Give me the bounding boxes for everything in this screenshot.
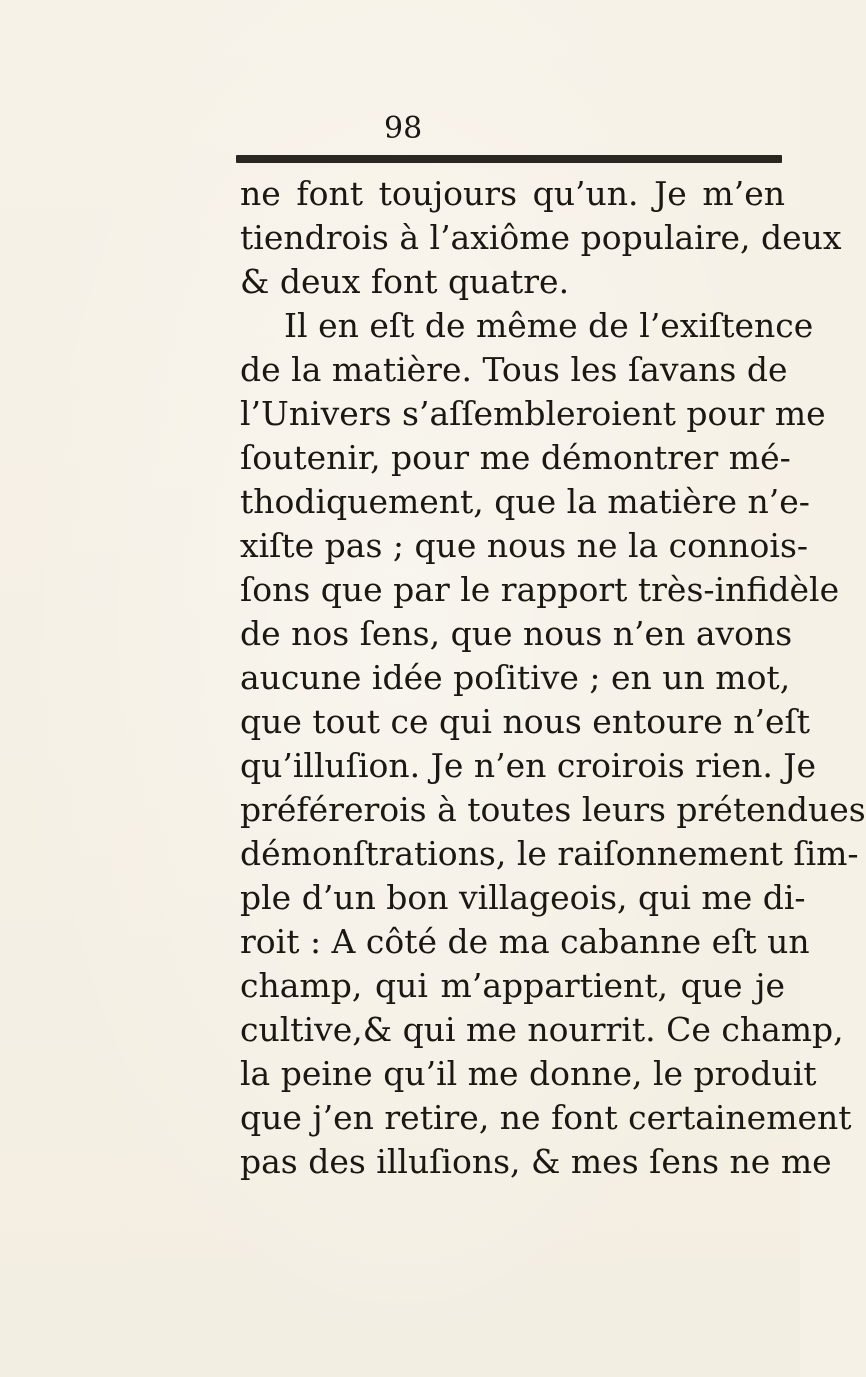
page-number: 98	[384, 111, 423, 146]
text-line: roit : A côté de ma cabanne eſt un	[240, 922, 810, 961]
text-line: que j’en retire, ne font certainement	[240, 1098, 852, 1137]
text-line: ſons que par le rapport très-infidèle	[240, 570, 840, 609]
text-line: démonſtrations, le raiſonnement ſim-	[240, 834, 859, 873]
text-line: la peine qu’il me donne, le produit	[240, 1054, 817, 1093]
header-rule	[236, 155, 782, 163]
body-text	[240, 172, 866, 1184]
text-line: & deux font quatre.	[240, 262, 570, 301]
text-line: que tout ce qui nous entoure n’eſt	[240, 702, 810, 741]
text-line: pas des illuſions, & mes ſens ne me	[240, 1142, 832, 1181]
text-line: aucune idée poſitive ; en un mot,	[240, 658, 791, 697]
text-line: xiſte pas ; que nous ne la connois-	[240, 526, 809, 565]
text-line: qu’illuſion. Je n’en croirois rien. Je	[240, 746, 817, 785]
text-line: ne font toujours qu’un. Je m’en	[240, 174, 785, 213]
text-line: l’Univers s’aſſembleroient pour me	[240, 394, 826, 433]
text-line: Il en eſt de même de l’exiſtence	[284, 306, 814, 345]
text-line: ſoutenir, pour me démontrer mé-	[240, 438, 791, 477]
text-line: de la matière. Tous les ſavans de	[240, 350, 788, 389]
text-line: de nos ſens, que nous n’en avons	[240, 614, 793, 653]
text-line: cultive,& qui me nourrit. Ce champ,	[240, 1010, 844, 1049]
text-line: préférerois à toutes leurs prétendues	[240, 790, 866, 829]
text-line: ple d’un bon villageois, qui me di-	[240, 878, 806, 917]
text-line: tiendrois à l’axiôme populaire, deux	[240, 218, 842, 257]
text-line: champ, qui m’appartient, que je	[240, 966, 785, 1005]
text-line: thodiquement, que la matière n’e-	[240, 482, 810, 521]
